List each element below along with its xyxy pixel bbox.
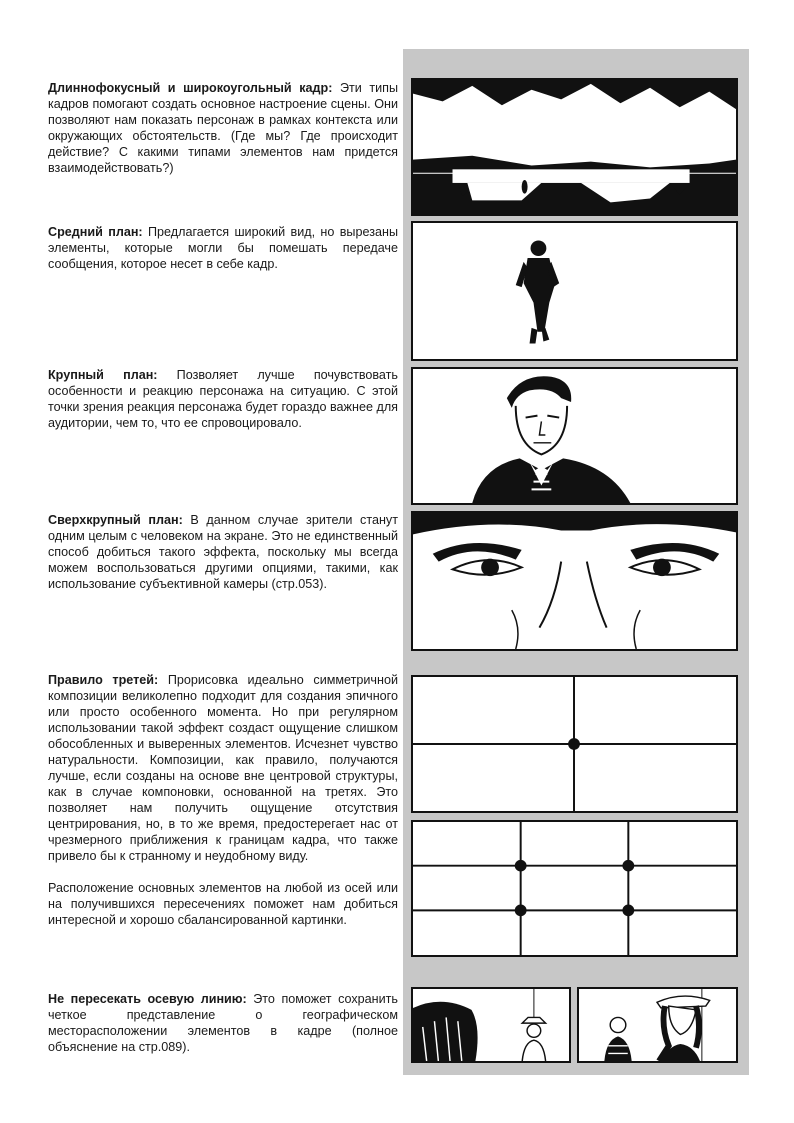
panel-medium-shot — [411, 221, 738, 361]
panel-axis-line-right — [577, 987, 738, 1063]
section-text: Прорисовка идеально симметричной композиции великолепно подходит для создания эпичного или просто особенного момента. Но при регулярном использовании такой эффект создаст ощущение слишком обособленных и выверенных элементов. Исчезнет чувство натуральности. Композиции, как правило, получаются лучше, если созданы на основе вне центровой структуры, как в случае компоновки, основанной на третях. Это позволяет нам получить ощущение отсутствия центрирования, но, в то же время, предостерегает нас от чрезмерного приближения к границам кадра, что также привело бы к странному и неудобному виду. — [48, 673, 398, 863]
section-title: Длиннофокусный и широкоугольный кадр: — [48, 81, 333, 95]
section-title: Крупный план: — [48, 368, 158, 382]
section-wide-shot — [48, 80, 398, 192]
panel-rule-of-thirds-four-points — [411, 820, 738, 957]
walking-figure-illustration — [413, 223, 736, 359]
section-medium-shot — [48, 224, 398, 288]
section-text: Предлагается широкий вид, но вырезаны элементы, которые могли бы помешать передаче сообщения, которое несет в себе кадр. — [48, 225, 398, 271]
axis-left-illustration — [413, 989, 569, 1061]
section-title: Сверхкрупный план: — [48, 513, 183, 527]
section-text: Позволяет лучше почувствовать особенности и реакцию персонажа на ситуацию. С этой точки зрения реакция персонажа будет гораздо важнее для аудитории, чем то, что ее спровоцировало. — [48, 368, 398, 430]
section-text: Эти типы кадров помогают создать основное настроение сцены. Они позволяют нам показать персонаж в рамках контекста или окружающих обстоятельств. (Где мы? Где происходит действие? С какими типами элементов нам придется взаимодействовать?) — [48, 81, 399, 175]
panel-close-up — [411, 367, 738, 505]
section-title: Средний план: — [48, 225, 143, 239]
panel-rule-of-thirds — [411, 675, 738, 813]
section-text: В данном случае зрители станут одним целым с человеком на экране. Это не единственный способ добиться такого эффекта, поскольку мы всегда можем воспользоваться другими опциями, такими, как использование субъективной камеры (стр.053). — [48, 513, 399, 591]
section-extreme-close-up — [48, 512, 398, 608]
axis-right-illustration — [579, 989, 736, 1061]
section-close-up — [48, 367, 398, 447]
section-rule-of-thirds — [48, 672, 398, 944]
eyes-illustration — [413, 513, 736, 649]
thirds-grid-four-points-diagram — [413, 822, 736, 955]
panel-axis-line-left — [411, 987, 571, 1063]
portrait-illustration — [413, 369, 736, 503]
landscape-illustration — [413, 80, 736, 214]
section-title: Правило третей: — [48, 673, 159, 687]
thirds-grid-diagram — [413, 677, 736, 811]
section-axis-line — [48, 991, 398, 1071]
section-text: Это поможет сохранить четкое представление о географическом месторасположении элементов в кадре (полное объяснение на стр.089). — [48, 992, 398, 1054]
panel-wide-shot — [411, 78, 738, 216]
section-extra-text: Расположение основных элементов на любой из осей или на получившихся пересечениях поможет нам добиться интересной и хорошо сбалансированной картинки. — [48, 881, 398, 927]
panel-extreme-close-up — [411, 511, 738, 651]
section-title: Не пересекать осевую линию: — [48, 992, 247, 1006]
